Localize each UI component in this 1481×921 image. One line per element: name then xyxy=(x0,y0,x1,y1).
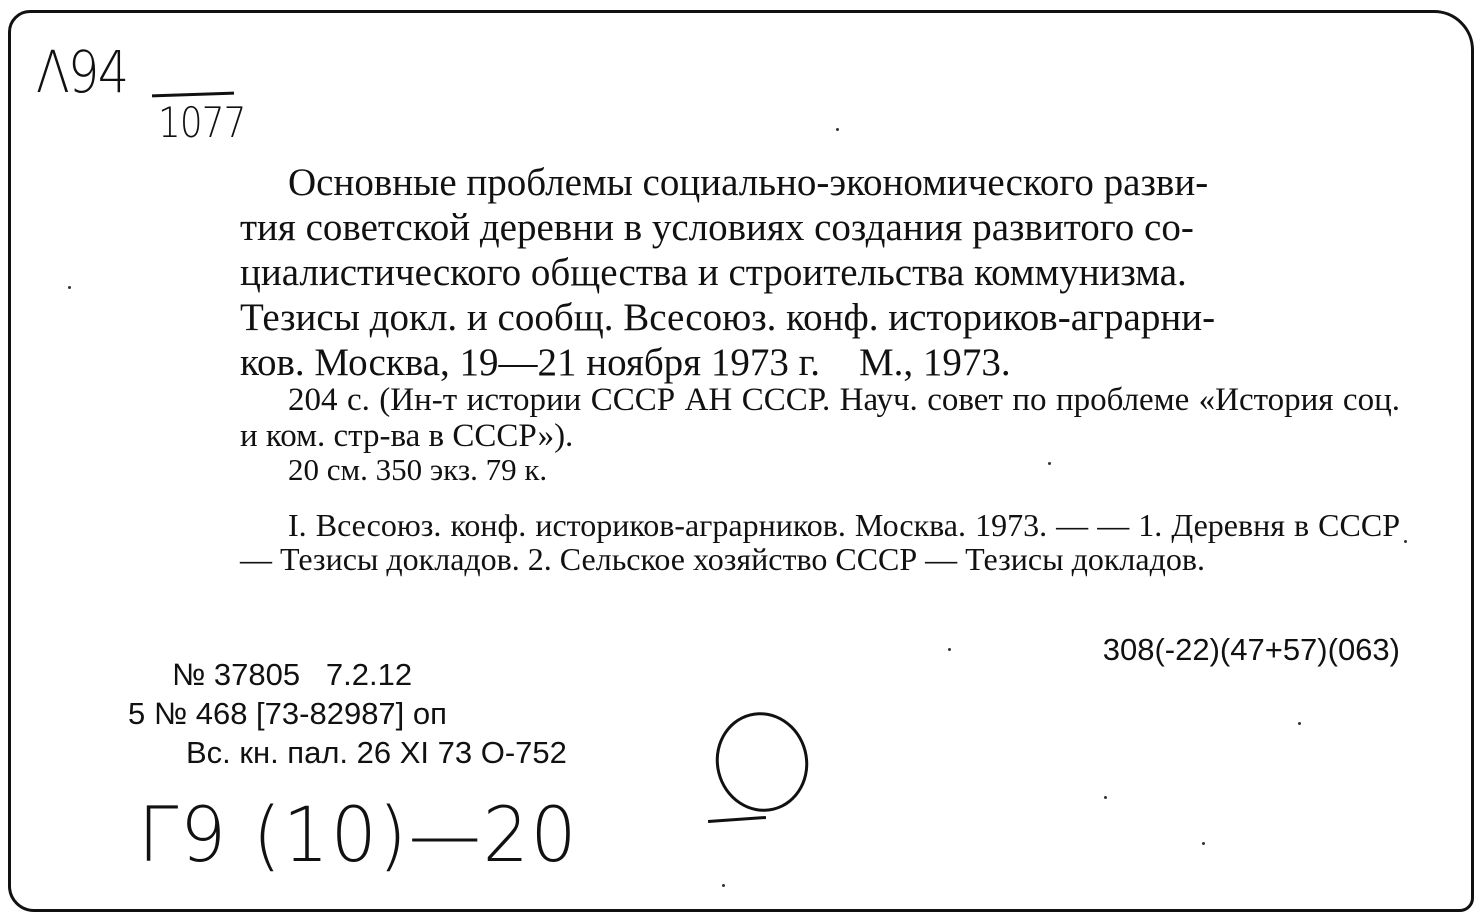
speck xyxy=(1298,722,1301,725)
handwritten-shelfmark: Λ94 xyxy=(36,38,128,106)
speck xyxy=(1404,540,1407,543)
speck xyxy=(1202,842,1205,845)
title-line: тия советской деревни в условиях создания развитого со- xyxy=(240,206,1194,249)
title-statement xyxy=(240,160,1400,385)
speck xyxy=(836,128,839,131)
title-line: Основные проблемы социально-экономического разви- xyxy=(288,161,1209,204)
speck xyxy=(68,286,71,289)
speck xyxy=(722,884,725,887)
title-line: Тезисы докл. и сообщ. Всесоюз. конф. историков-аграрни- xyxy=(240,296,1216,339)
speck xyxy=(948,648,951,651)
udc-classification: 308(-22)(47+57)(063) xyxy=(1102,632,1400,667)
book-chamber-note: Вс. кн. пал. 26 XI 73 О-752 xyxy=(186,735,567,770)
subject-headings: I. Всесоюз. конф. историков-аграрников. Москва. 1973. — — 1. Деревня в СССР — Тезисы докладов. 2. Сельское хозяйство СССР — Тезисы докладов. xyxy=(240,507,1400,577)
card-number: № 37805 7.2.12 xyxy=(172,657,413,692)
title-line: циалистического общества и строительства коммунизма. xyxy=(240,251,1187,294)
handwritten-denominator: 1077 xyxy=(158,98,246,147)
physical-description: 20 см. 350 экз. 79 к. xyxy=(288,452,548,487)
imprint-series: 204 с. (Ин-т истории СССР АН СССР. Науч. совет по проблеме «История соц. и ком. стр-ва в СССР»). xyxy=(240,382,1400,454)
speck xyxy=(1048,462,1051,465)
title-line: ков. Москва, 19—21 ноября 1973 г. М., 1973. xyxy=(240,341,1011,384)
speck xyxy=(1104,796,1107,799)
handwritten-bottom-note: Г9 (10)—20 xyxy=(138,790,579,879)
registration-number: 5 № 468 [73-82987] оп xyxy=(128,696,447,731)
